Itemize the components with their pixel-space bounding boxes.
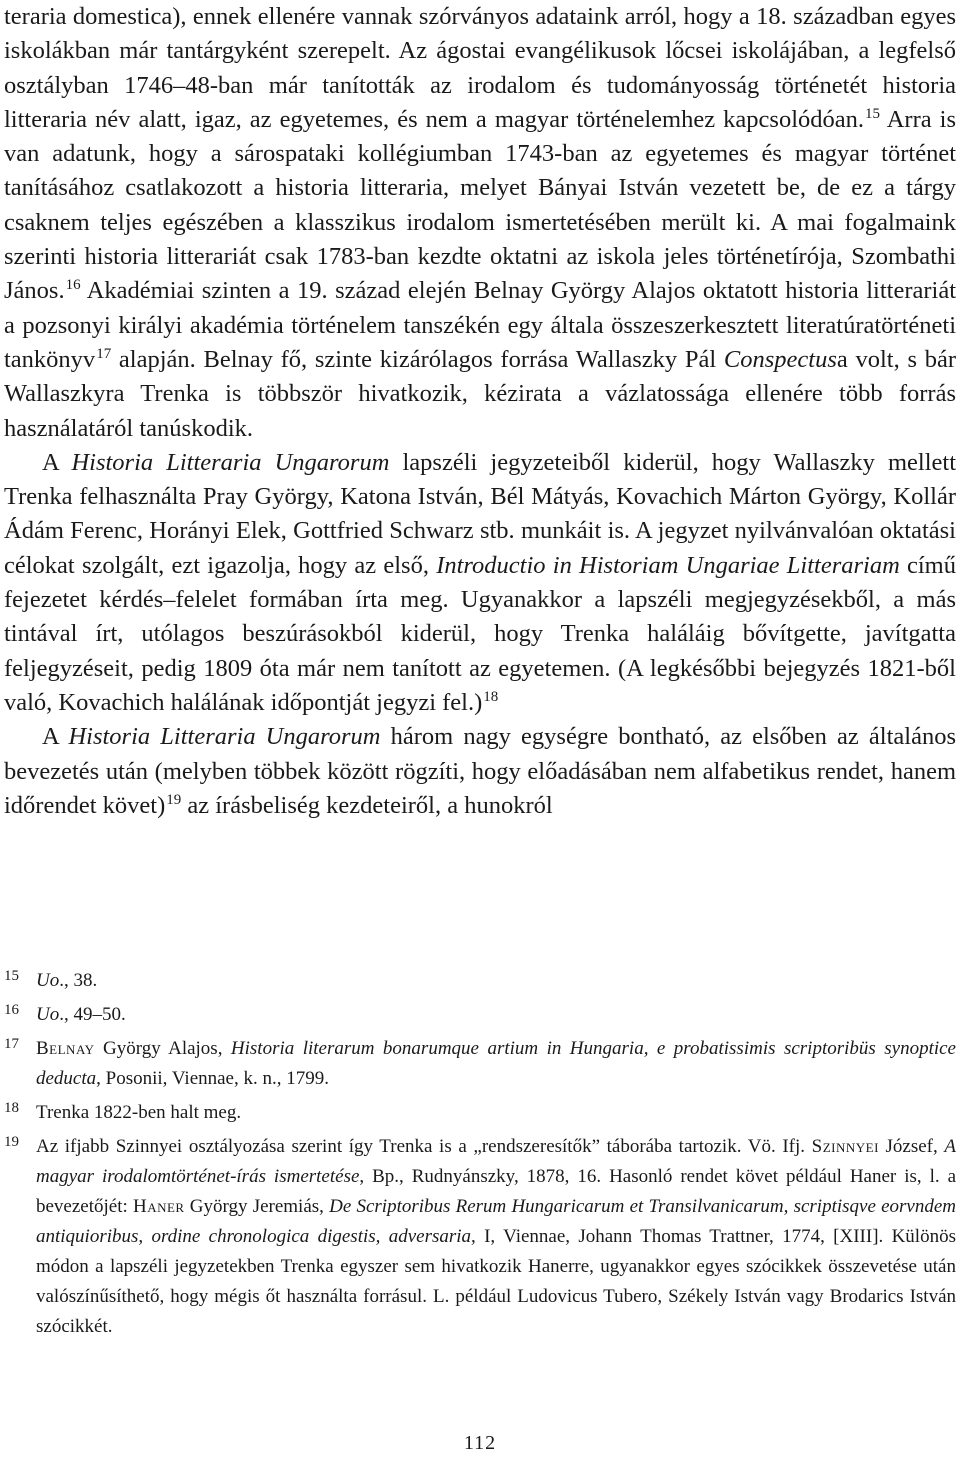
footnote-text: György Alajos, xyxy=(94,1038,231,1059)
footnote-ref-19[interactable]: 19 xyxy=(166,791,182,808)
footnote-number: 15 xyxy=(4,968,19,984)
paragraph-3-text-a: A xyxy=(42,723,69,751)
footnote-number: 18 xyxy=(4,1100,19,1116)
paragraph-2-text-c: című fejezetet kérdés–felelet formában írta meg. Ugyanakkor a lapszéli megjegyzésekből, a más tintával írt, utólagos beszúrásokból kiderül, hogy Trenka haláláig bővítgette, javítgatta feljegyzéseit, pedig 1809 óta már nem tanított az egyetemen. (A legkésőbbi bejegyzés 1821-ből való, Kovachich halálának időpontját jegyzi fel.) xyxy=(4,551,956,716)
footnote-19 xyxy=(4,1132,956,1342)
footnote-text: , Posonii, Viennae, k. n., 1799. xyxy=(96,1068,329,1089)
footnote-text: Trenka 1822-ben halt meg. xyxy=(36,1102,242,1123)
footnote-18 xyxy=(4,1098,956,1128)
paragraph-3 xyxy=(4,720,956,823)
footnote-number: 17 xyxy=(4,1036,19,1052)
paragraph-3-text-b: három nagy egységre bontható, az elsőben az általános bevezetés után (melyben többek között rögzíti, hogy előadásában nem alfabetikus rendet, hanem időrendet követ) xyxy=(4,723,956,819)
footnote-ref-16[interactable]: 16 xyxy=(65,277,81,294)
paragraph-1-text-d: alapján. Belnay fő, szinte kizárólagos forrása Wallaszky Pál xyxy=(111,345,724,373)
footnote-ref-15[interactable]: 15 xyxy=(865,105,881,122)
footnote-title-italic: De Scriptoribus Rerum Hungaricarum et Transilvanicarum, scriptisqve eorvndem antiquioribus, ordine chronologica digestis, adversaria xyxy=(36,1196,956,1247)
paragraph-1-title-conspectus: Conspectus xyxy=(723,345,837,373)
footnote-text: Az ifjabb Szinnyei osztályozása szerint így Trenka is a „rendszeresítők” táborába tartozik. Vö. Ifj. xyxy=(36,1136,812,1157)
footnote-text: , I, Viennae, Johann Thomas Trattner, 1774, [XIII]. Különös módon a lapszéli jegyzetekben Trenka egyszer sem hivatkozik Hanerre, ugyanakkor egyes szócikkek összevetése után valószínűsíthető, hogy mégis őt használta forrásul. L. például Ludovicus Tubero, Székely István vagy Brodarics István szócikkét. xyxy=(36,1226,956,1337)
footnote-15 xyxy=(4,966,956,996)
footnote-number: 16 xyxy=(4,1002,19,1018)
paragraph-2-text-b: lapszéli jegyzeteiből kiderül, hogy Wallaszky mellett Trenka felhasználta Pray György, Katona István, Bél Mátyás, Kovachich Márton György, Kollár Ádám Ferenc, Horányi Elek, Gottfried Schwarz stb. munkáit is. A jegyzet nyilvánvalóan oktatási célokat szolgált, ezt igazolja, hogy az első, xyxy=(4,448,956,579)
footnote-text: ., 38. xyxy=(59,970,98,991)
footnote-text: , Bp., Rudnyánszky, 1878, 16. Hasonló rendet követ például Haner is, l. a bevezetőjét: xyxy=(36,1166,957,1217)
paragraph-2-title-introductio: Introductio in Historiam Ungariae Litterariam xyxy=(436,551,900,579)
footnotes xyxy=(4,966,956,1346)
footnote-italic: Uo xyxy=(36,970,60,991)
paragraph-1-text-e: a volt, s bár Wallaszkyra Trenka is többször hivatkozik, kézirata a vázlatossága ellenére több forrás használatáról tanúskodik. xyxy=(4,345,956,442)
footnote-17 xyxy=(4,1034,956,1094)
footnote-title-italic: A magyar irodalomtörténet-írás ismertetése xyxy=(36,1136,956,1187)
footnote-text: József, xyxy=(878,1136,945,1157)
paragraph-3-text-c: az írásbeliség kezdeteiről, a hunokról xyxy=(181,791,553,819)
main-text xyxy=(4,0,956,823)
page-number: 112 xyxy=(463,1432,497,1454)
paragraph-2 xyxy=(4,446,956,720)
footnote-title-italic: Historia literarum bonarumque artium in Hungaria, e probatissimis scriptoribüs synoptice deducta xyxy=(36,1038,956,1089)
footnote-italic: Uo xyxy=(36,1004,60,1025)
footnote-text: ., 49–50. xyxy=(59,1004,126,1025)
paragraph-1 xyxy=(4,0,956,446)
paragraph-1-text-a: teraria domestica), ennek ellenére vannak szórványos adataink arról, hogy a 18. században egyes iskolákban már tantárgyként szerepelt. Az ágostai evangélikusok lőcsei iskolájában, a legfelső osztályban 1746–48-ban már tanították az irodalom és tudományosság történetét historia litteraria név alatt, igaz, az egyetemes, és nem a magyar történelemhez kapcsolódóan. xyxy=(4,3,956,133)
paragraph-2-text-a: A xyxy=(42,448,72,476)
footnote-author-smallcaps: Szinnyei xyxy=(811,1136,879,1157)
footnote-author-smallcaps: Belnay xyxy=(36,1038,95,1059)
footnote-number: 19 xyxy=(4,1134,19,1150)
paragraph-2-title-historia: Historia Litteraria Ungarorum xyxy=(71,448,390,476)
footnote-16 xyxy=(4,1000,956,1030)
footnote-author-smallcaps: Haner xyxy=(132,1196,185,1217)
paragraph-3-title-historia: Historia Litteraria Ungarorum xyxy=(68,723,381,751)
paragraph-1-text-c: Akadémiai szinten a 19. század elején Belnay György Alajos oktatott historia litterariát a pozsonyi királyi akadémia történelem tanszékén egy általa összeszerkesztett literatúratörténeti tankönyv xyxy=(4,277,956,373)
footnote-ref-17[interactable]: 17 xyxy=(96,345,112,362)
paragraph-1-text-b: Arra is van adatunk, hogy a sárospataki kollégiumban 1743-ban az egyetemes és magyar történet tanításához csatlakozott a historia litteraria, melyet Bányai István vezetett be, de ez a tárgy csaknem teljes egészében a klasszikus irodalom ismertetésében merült ki. A mai fogalmaink szerinti historia litterariát csak 1783-ban kezdte oktatni az iskola jeles történetírója, Szombathi János. xyxy=(4,105,957,305)
footnote-ref-18[interactable]: 18 xyxy=(483,688,499,705)
footnote-text: György Jeremiás, xyxy=(184,1196,330,1217)
